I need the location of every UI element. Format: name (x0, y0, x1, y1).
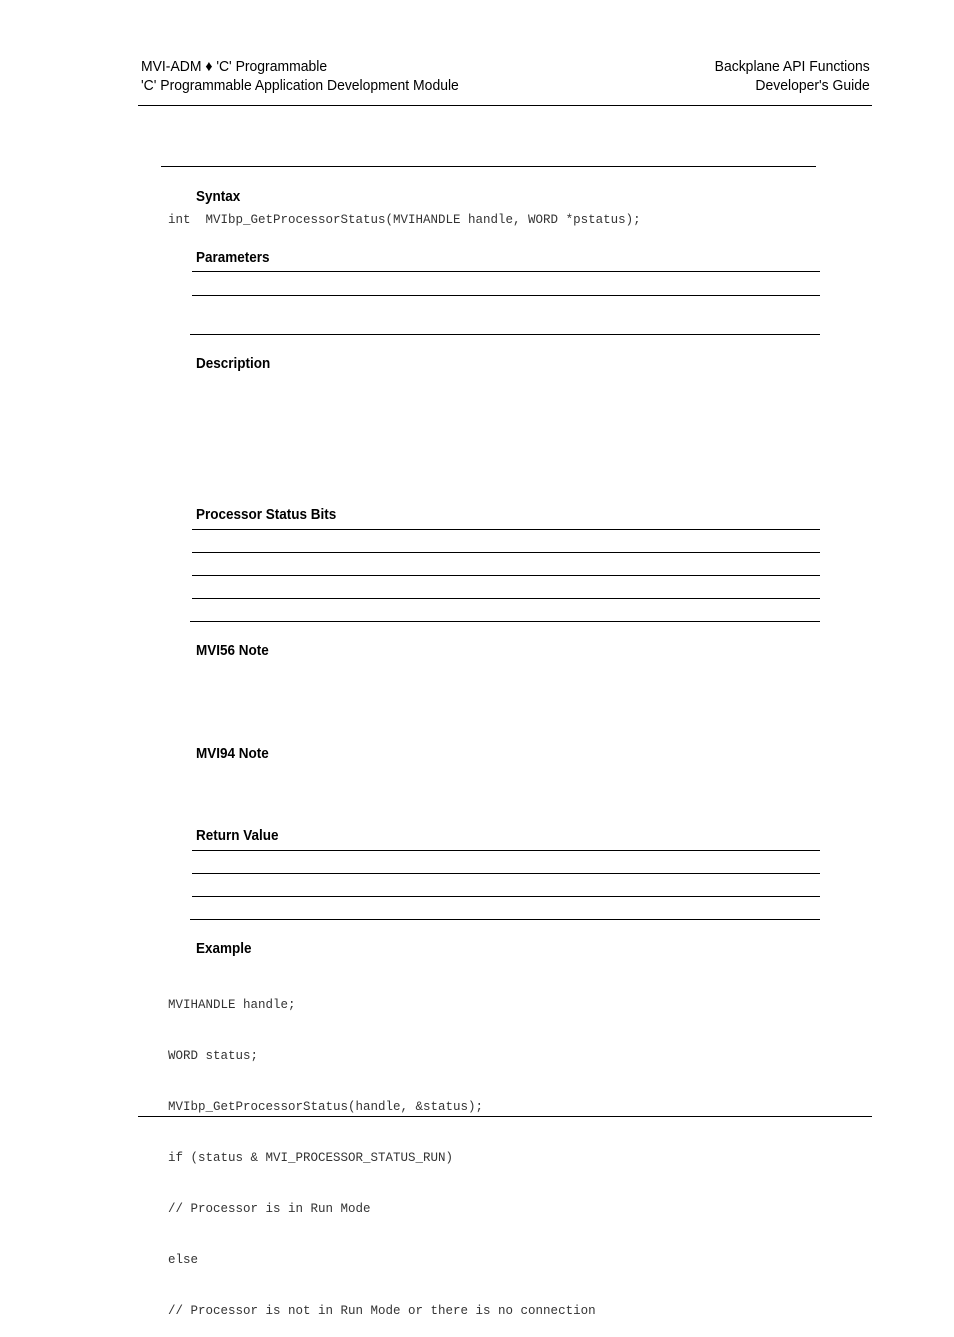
table-rule (192, 529, 820, 530)
table-rule (192, 873, 820, 874)
code-line: else (168, 1253, 199, 1267)
example-heading: Example (196, 940, 252, 957)
syntax-code: int MVIbp_GetProcessorStatus(MVIHANDLE handle, WORD *pstatus); (168, 213, 641, 227)
table-rule (190, 334, 820, 335)
table-rule (192, 896, 820, 897)
header-guide-title: Developer's Guide (755, 77, 870, 94)
example-code-block (168, 963, 596, 1337)
processor-status-bits-heading: Processor Status Bits (196, 506, 337, 523)
page-header-right (715, 57, 870, 95)
code-line: MVIHANDLE handle; (168, 998, 296, 1012)
function-title-rule (161, 166, 816, 167)
code-line: if (status & MVI_PROCESSOR_STATUS_RUN) (168, 1151, 454, 1165)
page-header-left (141, 57, 459, 95)
header-product-line: MVI-ADM ♦ 'C' Programmable (141, 58, 328, 75)
table-rule (192, 598, 820, 599)
table-rule (190, 621, 820, 622)
header-module-name: 'C' Programmable Application Development Module (141, 77, 459, 94)
code-line: MVIbp_GetProcessorStatus(handle, &status); (168, 1100, 484, 1114)
table-rule (192, 552, 820, 553)
mvi56-note-heading: MVI56 Note (196, 642, 269, 659)
table-rule (192, 575, 820, 576)
code-line: // Processor is in Run Mode (168, 1202, 371, 1216)
table-rule (192, 271, 820, 272)
footer-rule (138, 1116, 872, 1117)
header-chapter-title: Backplane API Functions (714, 58, 870, 75)
description-heading: Description (196, 355, 271, 372)
parameters-heading: Parameters (196, 249, 270, 266)
table-rule (192, 850, 820, 851)
syntax-heading: Syntax (196, 188, 241, 205)
code-line: // Processor is not in Run Mode or there is no connection (168, 1304, 596, 1318)
header-rule (138, 105, 872, 106)
code-line: WORD status; (168, 1049, 259, 1063)
table-rule (192, 295, 820, 296)
return-value-heading: Return Value (196, 827, 279, 844)
table-rule (190, 919, 820, 920)
mvi94-note-heading: MVI94 Note (196, 745, 269, 762)
